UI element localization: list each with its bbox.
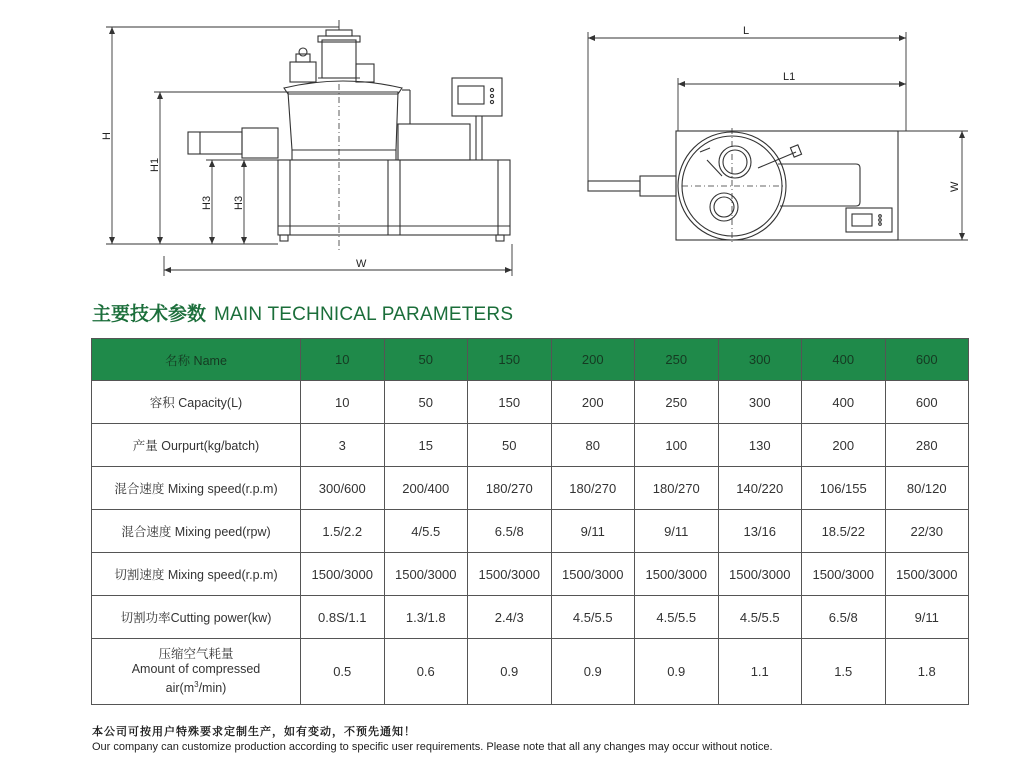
row-label: 切割速度 Mixing speed(r.p.m) [92, 553, 301, 596]
table-cell: 50 [384, 381, 468, 424]
table-cell: 15 [384, 424, 468, 467]
header-model-cell: 250 [635, 339, 719, 381]
machine-base-frame [278, 160, 510, 235]
table-cell: 80 [551, 424, 635, 467]
footnote-en: Our company can customize production according to specific user requirements. Please note that all any changes may occur without notice. [92, 741, 773, 753]
table-cell: 280 [885, 424, 969, 467]
table-cell: 140/220 [718, 467, 802, 510]
table-header-row [92, 339, 969, 381]
table-cell: 0.8S/1.1 [301, 596, 385, 639]
feed-port [322, 40, 356, 78]
table-cell: 22/30 [885, 510, 969, 553]
table-cell: 0.9 [468, 639, 552, 705]
table-cell: 9/11 [885, 596, 969, 639]
table-cell: 180/270 [468, 467, 552, 510]
table-cell: 300/600 [301, 467, 385, 510]
front-elevation-drawing [0, 0, 560, 290]
row-label: 容积 Capacity(L) [92, 381, 301, 424]
table-row-compressed-air [92, 639, 969, 705]
table-cell: 80/120 [885, 467, 969, 510]
row-label: 混合速度 Mixing speed(r.p.m) [92, 467, 301, 510]
table-cell: 180/270 [551, 467, 635, 510]
table-cell: 1.3/1.8 [384, 596, 468, 639]
table-cell: 1500/3000 [301, 553, 385, 596]
table-cell: 300 [718, 381, 802, 424]
plan-dimension-lines [588, 32, 968, 240]
header-model-cell: 400 [802, 339, 886, 381]
table-cell: 3 [301, 424, 385, 467]
header-model-cell: 300 [718, 339, 802, 381]
table-cell: 13/16 [718, 510, 802, 553]
mixing-bowl [288, 92, 398, 150]
header-model-cell: 150 [468, 339, 552, 381]
table-row [92, 596, 969, 639]
control-screen [458, 86, 484, 104]
table-cell: 9/11 [551, 510, 635, 553]
dim-label-w: W [356, 258, 367, 270]
header-name-cell: 名称 Name [92, 339, 301, 381]
technical-parameters-table [91, 338, 969, 705]
section-title-en: MAIN TECHNICAL PARAMETERS [214, 304, 514, 325]
control-panel-plan [846, 208, 892, 232]
dim-label-h1: H1 [149, 157, 161, 172]
footnote-cn: 本公司可按用户特殊要求定制生产，如有变动，不预先通知！ [92, 726, 416, 738]
table-cell: 100 [635, 424, 719, 467]
table-row [92, 381, 969, 424]
table-cell: 2.4/3 [468, 596, 552, 639]
table-cell: 130 [718, 424, 802, 467]
table-cell: 1500/3000 [802, 553, 886, 596]
row-label: 混合速度 Mixing peed(rpw) [92, 510, 301, 553]
table-cell: 400 [802, 381, 886, 424]
table-cell: 50 [468, 424, 552, 467]
table-cell: 1500/3000 [885, 553, 969, 596]
discharge-plan [640, 176, 676, 196]
table-cell: 0.9 [551, 639, 635, 705]
dim-label-h: H [101, 132, 113, 140]
air-label-en-line2 [92, 677, 300, 696]
table-cell: 1500/3000 [384, 553, 468, 596]
table-row [92, 467, 969, 510]
table-cell: 1.8 [885, 639, 969, 705]
table-cell: 1500/3000 [718, 553, 802, 596]
table-cell: 0.5 [301, 639, 385, 705]
control-panel [452, 78, 502, 116]
table-cell: 4/5.5 [384, 510, 468, 553]
table-cell: 0.6 [384, 639, 468, 705]
dimension-lines [106, 20, 512, 276]
air-label-cn: 压缩空气耗量 [158, 646, 234, 661]
table-cell: 1500/3000 [468, 553, 552, 596]
pipe-channel-plan [778, 164, 860, 206]
table-row [92, 424, 969, 467]
air-label-en-line1: Amount of compressed [131, 661, 261, 676]
dim-label-h3-left: H3 [201, 195, 213, 210]
table-cell: 1500/3000 [635, 553, 719, 596]
table-cell: 9/11 [635, 510, 719, 553]
table-cell: 1.1 [718, 639, 802, 705]
header-model-cell: 600 [885, 339, 969, 381]
feed-port-plan [719, 146, 751, 178]
table-row [92, 510, 969, 553]
dim-label-l1: L1 [783, 71, 796, 83]
air-unit-suffix: /min) [198, 681, 227, 696]
dim-label-h3-right: H3 [233, 195, 245, 210]
section-title [92, 299, 513, 326]
table-cell: 180/270 [635, 467, 719, 510]
air-unit-superscript: 3 [194, 679, 199, 689]
table-cell: 18.5/22 [802, 510, 886, 553]
row-label: 切割功率Cutting power(kw) [92, 596, 301, 639]
air-unit-prefix: air(m [165, 681, 195, 696]
table-cell: 200 [551, 381, 635, 424]
section-title-cn: 主要技术参数 [92, 304, 207, 325]
dim-label-l: L [743, 25, 750, 37]
table-cell: 0.9 [635, 639, 719, 705]
footnote [92, 725, 773, 755]
table-cell: 600 [885, 381, 969, 424]
top-plan-drawing [560, 0, 1024, 290]
header-model-cell: 200 [551, 339, 635, 381]
table-cell: 1500/3000 [551, 553, 635, 596]
table-row [92, 553, 969, 596]
table-cell: 250 [635, 381, 719, 424]
table-cell: 6.5/8 [468, 510, 552, 553]
table-cell: 200 [802, 424, 886, 467]
discharge-outlet [242, 128, 278, 158]
table-cell: 1.5/2.2 [301, 510, 385, 553]
dim-label-w-plan: W [949, 181, 961, 192]
table-cell: 4.5/5.5 [551, 596, 635, 639]
table-cell: 6.5/8 [802, 596, 886, 639]
header-model-cell: 50 [384, 339, 468, 381]
table-cell: 4.5/5.5 [635, 596, 719, 639]
plan-outline [676, 131, 898, 240]
row-label: 产量 Ourpurt(kg/batch) [92, 424, 301, 467]
table-cell: 150 [468, 381, 552, 424]
header-model-cell: 10 [301, 339, 385, 381]
table-cell: 200/400 [384, 467, 468, 510]
row-label-compressed-air [92, 639, 301, 705]
table-cell: 4.5/5.5 [718, 596, 802, 639]
table-cell: 106/155 [802, 467, 886, 510]
table-cell: 10 [301, 381, 385, 424]
table-cell: 1.5 [802, 639, 886, 705]
